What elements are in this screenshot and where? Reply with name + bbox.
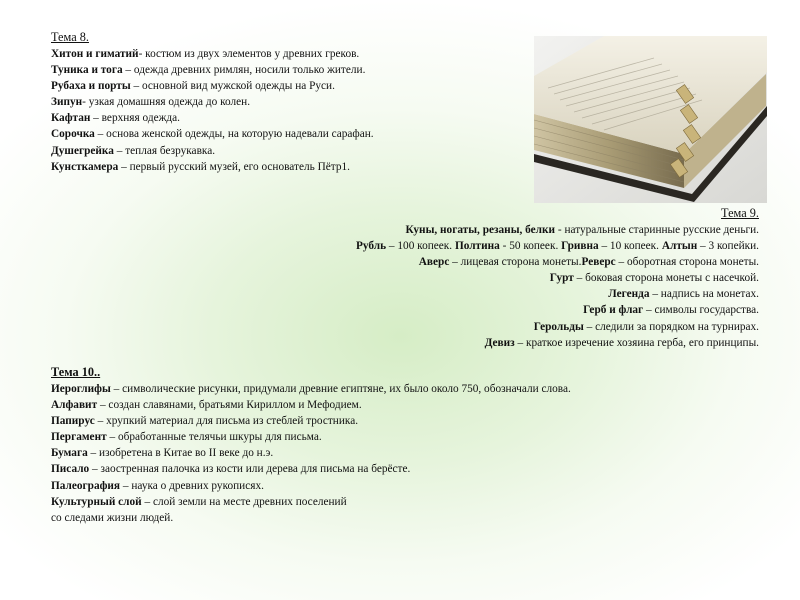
- definition-text: – надпись на монетах.: [649, 288, 759, 301]
- term: Аверс: [418, 256, 450, 269]
- definition-line: [219, 222, 759, 238]
- definition-text: – боковая сторона монеты с насечкой.: [573, 272, 759, 285]
- term: Папирус: [51, 415, 95, 428]
- definition-text: основа женской одежды, на которую надевали сарафан.: [103, 128, 374, 141]
- term: Герб и флаг: [583, 304, 644, 317]
- term: Палеография: [51, 479, 121, 492]
- separator: –: [106, 431, 116, 444]
- term: Алтын: [661, 240, 698, 253]
- term: Кафтан: [51, 112, 91, 125]
- definition-text: обработанные телячьи шкуры для письма.: [115, 431, 322, 444]
- definition-line: [51, 62, 491, 78]
- topic-8-lines: [51, 46, 491, 175]
- definition-text: – 100 копеек.: [386, 240, 455, 253]
- term: Реверс: [581, 256, 616, 269]
- definition-text: слой земли на месте древних поселений: [150, 495, 347, 508]
- book-photo-icon: [534, 36, 767, 203]
- term: Девиз: [484, 336, 515, 349]
- definition-text: – 3 копейки.: [697, 240, 759, 253]
- definition-text: – символы государства.: [643, 304, 759, 317]
- definition-line: [51, 445, 711, 461]
- definition-line: [51, 461, 711, 477]
- term: Писало: [51, 463, 90, 476]
- definition-line: [51, 478, 711, 494]
- separator: –: [120, 479, 129, 492]
- definition-line: [219, 319, 759, 335]
- definition-text: заостренная палочка из кости или дерева для письма на берёсте.: [97, 463, 411, 476]
- definition-line: [51, 510, 711, 526]
- definition-line: [219, 302, 759, 318]
- definition-line: [219, 335, 759, 351]
- separator: –: [130, 80, 140, 93]
- definition-line: [219, 270, 759, 286]
- definition-text: символические рисунки, придумали древние египтяне, их было около 750, обозначали слова.: [119, 383, 571, 395]
- definition-line: [51, 78, 491, 94]
- topic-9-lines: [219, 222, 759, 351]
- definition-text: основной вид мужской одежды на Руси.: [139, 80, 335, 93]
- separator: –: [90, 112, 99, 125]
- separator: –: [122, 64, 132, 77]
- definition-text: наука о древних рукописях.: [128, 479, 264, 492]
- definition-line: [51, 46, 491, 62]
- topic-10-section: [51, 364, 711, 526]
- separator: –: [89, 463, 98, 476]
- term: Кунсткамера: [51, 160, 119, 173]
- definition-line: [51, 397, 711, 413]
- definition-line: [219, 286, 759, 302]
- definition-text: одежда древних римлян, носили только жители.: [131, 64, 366, 77]
- term: Зипун: [51, 96, 83, 109]
- term: Душегрейка: [51, 144, 114, 157]
- definition-line: [51, 126, 491, 142]
- term: Рубль: [356, 240, 387, 253]
- separator: -: [82, 96, 86, 109]
- separator: –: [110, 383, 120, 395]
- definition-text: – 10 копеек.: [598, 240, 662, 253]
- definition-text: - натуральные старинные русские деньги.: [555, 224, 759, 236]
- definition-line: [51, 429, 711, 445]
- definition-line: [219, 238, 759, 254]
- topic-10-heading: Тема 10..: [51, 365, 101, 379]
- separator: –: [94, 415, 104, 428]
- topic-10-lines: [51, 381, 711, 526]
- definition-line: [51, 413, 711, 429]
- separator: –: [94, 128, 104, 141]
- separator: –: [113, 144, 123, 157]
- definition-line: [51, 143, 491, 159]
- definition-text: – оборотная сторона монеты.: [615, 256, 759, 269]
- definition-line: [51, 381, 711, 397]
- definition-text: – краткое изречение хозяина герба, его принципы.: [514, 336, 759, 349]
- definition-text: создан славянами, братьями Кириллом и Мефодием.: [105, 399, 362, 412]
- term: Легенда: [608, 288, 650, 301]
- definition-text: костюм из двух элементов у древних греков.: [142, 48, 360, 60]
- definition-line: [51, 94, 491, 110]
- topic-9-section: [219, 205, 759, 351]
- topic-9-heading: Тема 9.: [721, 206, 759, 220]
- topic-8-heading: Тема 8.: [51, 30, 89, 44]
- separator: –: [87, 447, 97, 460]
- definition-text: узкая домашняя одежда до колен.: [85, 96, 251, 109]
- definition-text: – лицевая сторона монеты.: [449, 256, 582, 269]
- definition-text: первый русский музей, его основатель Пётр1.: [126, 160, 350, 173]
- definition-line: [219, 254, 759, 270]
- term: Сорочка: [51, 128, 95, 141]
- definition-text: со следами жизни людей.: [51, 511, 174, 524]
- term: Гурт: [549, 272, 574, 285]
- term: Хитон и гиматий: [51, 48, 139, 60]
- definition-line: [51, 110, 491, 126]
- separator: -: [138, 48, 143, 60]
- topic-8-section: [51, 29, 491, 175]
- term: Рубаха и порты: [51, 80, 131, 93]
- definition-text: хрупкий материал для письма из стеблей тростника.: [103, 415, 359, 428]
- definition-line: [51, 494, 711, 510]
- definition-text: верхняя одежда.: [98, 112, 180, 125]
- separator: –: [97, 399, 106, 412]
- term: Гривна: [561, 240, 599, 253]
- definition-line: [51, 159, 491, 175]
- term: Полтина: [454, 240, 500, 253]
- term: Иероглифы: [51, 383, 111, 395]
- definition-text: изобретена в Китае во II веке до н.э.: [96, 447, 274, 460]
- definition-text: – следили за порядком на турнирах.: [583, 320, 759, 333]
- term: Культурный слой: [51, 495, 142, 508]
- separator: –: [118, 160, 127, 173]
- term: Герольды: [533, 320, 584, 333]
- term: Пергамент: [51, 431, 107, 444]
- term: Алфавит: [51, 399, 98, 412]
- term: Туника и тога: [51, 64, 123, 77]
- definition-text: теплая безрукавка.: [122, 144, 216, 157]
- definition-text: - 50 копеек.: [499, 240, 562, 253]
- separator: –: [141, 495, 151, 508]
- term: Бумага: [51, 447, 88, 460]
- term: Куны, ногаты, резаны, белки: [405, 224, 556, 236]
